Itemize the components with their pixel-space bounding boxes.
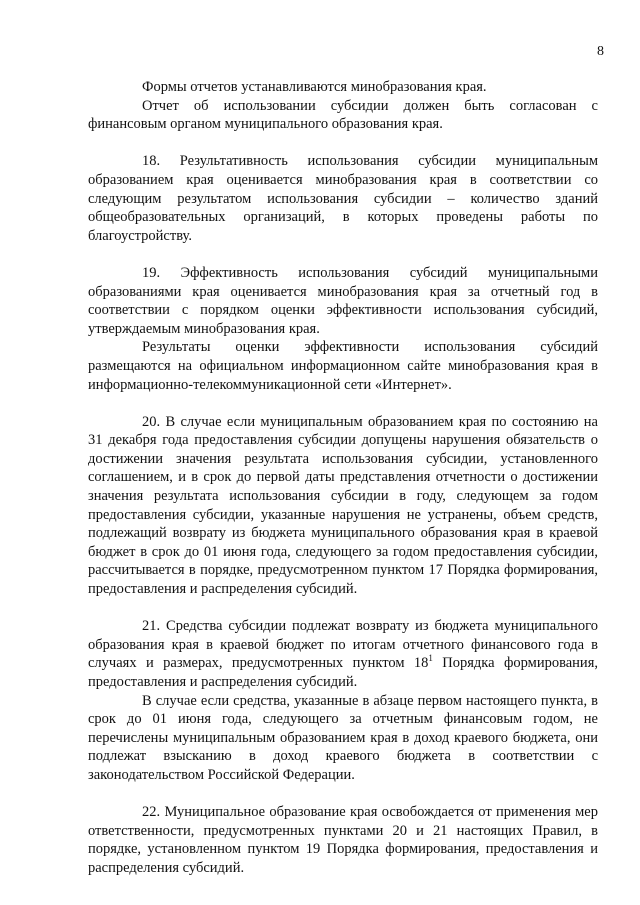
paragraph-19-publication: Результаты оценки эффективности использования субсидий размещаются на официальном информационном сайте минобразования края в информационно-телекоммуникационной сети «Интернет». (88, 339, 598, 393)
paragraph-18-effectiveness: 18. Результативность использования субсидии муниципальным образованием края оценивается минобразования края в соответствии со следующим результатом использования субсидии – количество зданий общеобразовательных организаций, в которых проведены работы по благоустройству. (88, 153, 598, 244)
paragraph-21-text-before: 21. Средства субсидии подлежат возврату из бюджета муниципального образования края в краевой бюджет по итогам отчетного финансового года в случаях и размерах, предусмотренных пунктом 18 (88, 618, 598, 672)
paragraph-19-efficiency: 19. Эффективность использования субсидий муниципальными образованиями края оценивается минобразования края за отчетный год в соответствии с порядком оценки эффективности использования субсидий, утверждаемым минобразования края. (88, 264, 598, 337)
paragraph-21-text-after: Порядка формирования, предоставления и распределения субсидий. (88, 655, 598, 690)
paragraph-20-violations: 20. В случае если муниципальным образованием края по состоянию на 31 декабря года предоставления субсидии допущены нарушения обязательств о достижении значения результата использования субсидии, установленного соглашением, и в срок до первой даты представления отчетности о достижении значения результата использования субсидии в году, следующем за годом предоставления субсидии, указанные нарушения не устранены, объем средств, подлежащий возврату из бюджета муниципального образования края в краевой бюджет в срок до 01 июня года, следующего за годом предоставления субсидии, рассчитывается в порядке, предусмотренном пунктом 17 Порядка формирования, предоставления и распределения субсидий. (88, 413, 598, 598)
paragraph-21-recovery: В случае если средства, указанные в абзаце первом настоящего пункта, в срок до 01 июня года, следующего за отчетным финансовым годом, не перечислены муниципальным образованием края в доход краевого бюджета, они подлежат взысканию в доход краевого бюджета в соответствии с законодательством Российской Федерации. (88, 692, 598, 783)
document-body (88, 78, 598, 878)
footnote-superscript: 1 (428, 653, 433, 664)
paragraph-22-exemption: 22. Муниципальное образование края освобождается от применения мер ответственности, предусмотренных пунктами 20 и 21 настоящих Правил, в порядке, установленном пунктом 19 Порядка формирования, предоставления и распределения субсидий. (88, 804, 598, 876)
page-number: 8 (597, 44, 604, 59)
paragraph-report-approval: Отчет об использовании субсидии должен быть согласован с финансовым органом муниципального образования края. (88, 97, 598, 133)
paragraph-21-refund (88, 617, 598, 691)
paragraph-report-forms: Формы отчетов устанавливаются минобразования края. (142, 79, 487, 95)
